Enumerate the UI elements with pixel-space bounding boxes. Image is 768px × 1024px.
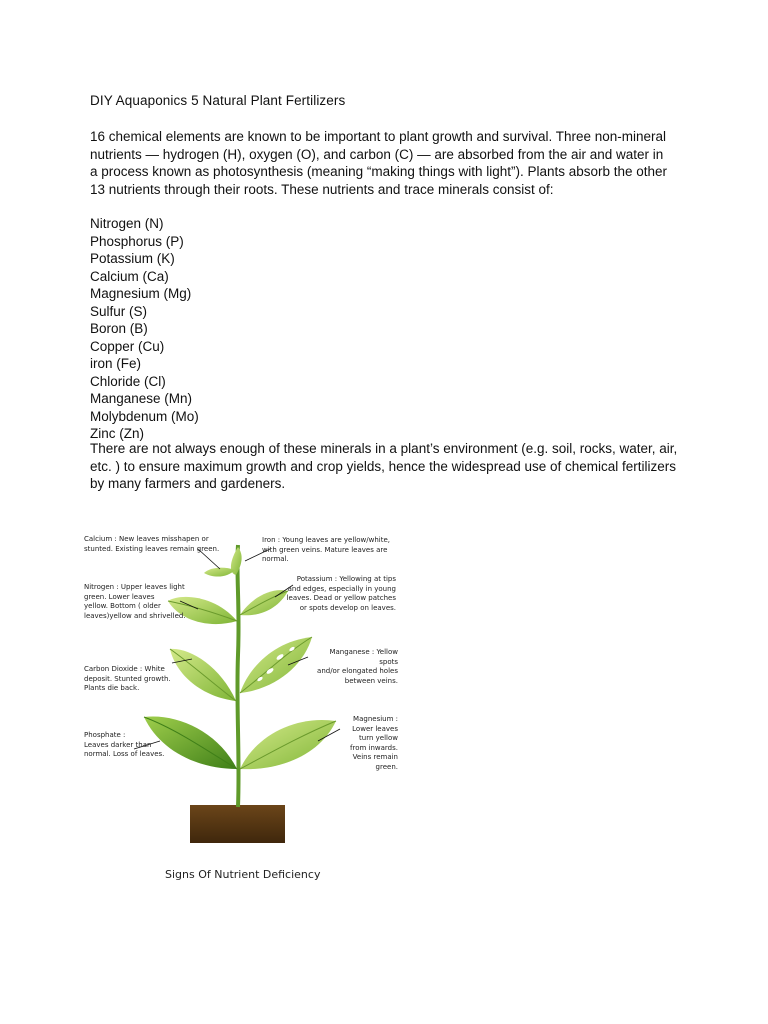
nutrient-deficiency-figure	[80, 525, 400, 895]
nutrient-item: iron (Fe)	[90, 356, 142, 371]
label-phosphate: Phosphate : Leaves darker than normal. Loss of leaves.	[84, 731, 165, 758]
nutrient-item: Manganese (Mn)	[90, 391, 193, 406]
label-iron: Iron : Young leaves are yellow/white, with green veins. Mature leaves are normal.	[262, 536, 390, 563]
nutrient-item: Phosphorus (P)	[90, 233, 184, 249]
nutrient-item: Zinc (Zn)	[90, 426, 144, 441]
label-calcium: Calcium : New leaves misshapen or stunted. Existing leaves remain green.	[84, 535, 220, 553]
nutrient-item: Potassium (K)	[90, 251, 175, 266]
figure-caption: Signs Of Nutrient Deficiency	[165, 868, 321, 881]
label-magnesium: Magnesium : Lower leaves turn yellow from inwards. Veins remain green.	[350, 715, 398, 771]
nutrient-item: Magnesium (Mg)	[90, 286, 192, 301]
label-potassium: Potassium : Yellowing at tips and edges, especially in young leaves. Dead or yellow patches or spots develop on leaves.	[286, 575, 396, 612]
closing-paragraph: There are not always enough of these minerals in a plant’s environment (e.g. soil, rocks, water, air, etc. ) to ensure maximum growth and crop yields, hence the widespread use of chemical fertilizers by many farmers and gardeners.	[90, 441, 678, 491]
intro-paragraph	[90, 128, 670, 198]
nutrient-item: Sulfur (S)	[90, 303, 148, 319]
label-carbon-dioxide: Carbon Dioxide : White deposit. Stunted growth. Plants die back.	[84, 665, 171, 692]
nutrient-item: Calcium (Ca)	[90, 268, 169, 284]
nutrient-item: Chloride (Cl)	[90, 373, 166, 389]
label-nitrogen: Nitrogen : Upper leaves light green. Lower leaves yellow. Bottom ( older leaves)yellow and shrivelled.	[84, 583, 186, 620]
intro-text: 16 chemical elements are known to be important to plant growth and survival. Three non-mineral nutrients — hydrogen (H), oxygen (O), and carbon (C) — are absorbed from the air and water in a process known as photosynthesis (meaning “making things with light”). Plants absorb the other 13 nutrients through their roots. These nutrients and trace minerals consist of:	[90, 129, 668, 197]
soil-block	[190, 805, 285, 843]
nutrient-item: Copper (Cu)	[90, 338, 165, 354]
label-manganese: Manganese : Yellow spots and/or elongated holes between veins.	[317, 648, 398, 685]
nutrient-item: Boron (B)	[90, 321, 148, 336]
plant-stem	[237, 545, 238, 807]
document-title: DIY Aquaponics 5 Natural Plant Fertilizers	[90, 93, 346, 108]
nutrient-list	[90, 215, 199, 443]
nutrient-item: Molybdenum (Mo)	[90, 408, 199, 424]
nutrient-item: Nitrogen (N)	[90, 216, 164, 231]
